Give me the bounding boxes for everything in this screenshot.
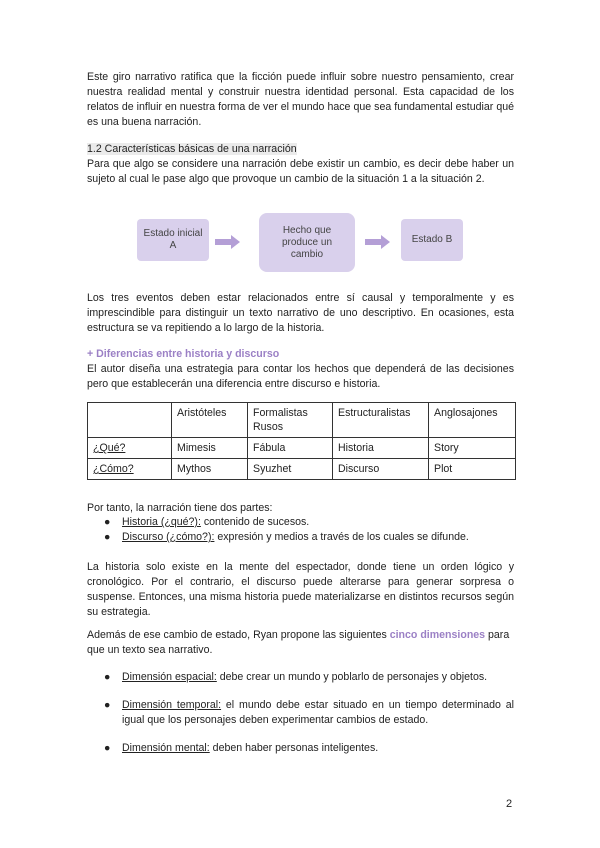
list-item bbox=[104, 670, 514, 685]
dimensions-list bbox=[104, 670, 514, 756]
table-row bbox=[88, 459, 516, 480]
ryan-paragraph bbox=[87, 628, 514, 658]
list-item-term: Dimensión espacial: bbox=[122, 671, 217, 683]
table-cell: Mimesis bbox=[172, 438, 248, 459]
list-item-desc: debe crear un mundo y poblarlo de personajes y objetos. bbox=[216, 671, 488, 683]
two-parts-intro: Por tanto, la narración tiene dos partes: bbox=[87, 502, 273, 514]
table-header-cell: Anglosajones bbox=[429, 403, 516, 438]
list-item bbox=[104, 698, 514, 728]
list-item-desc: expresión y medios a través de los cuales se difunde. bbox=[214, 531, 469, 543]
list-item-term: Discurso (¿cómo?): bbox=[122, 531, 215, 543]
section-heading-text: 1.2 Características básicas de una narración bbox=[87, 143, 297, 155]
table-row bbox=[88, 438, 516, 459]
table-cell: ¿Cómo? bbox=[88, 459, 172, 480]
narrative-terms-table bbox=[87, 402, 516, 480]
diagram-box-initial-state: Estado inicial A bbox=[137, 219, 209, 261]
list-item bbox=[104, 741, 514, 756]
list-item-desc: el mundo debe estar situado en un tiempo determinado al igual que los personajes deben experimentar cambios de estado. bbox=[122, 699, 514, 726]
bullet-icon: ● bbox=[104, 742, 111, 754]
table-header-cell: Estructuralistas bbox=[333, 403, 429, 438]
list-item bbox=[104, 515, 514, 530]
table-cell: Plot bbox=[429, 459, 516, 480]
table-cell: Discurso bbox=[333, 459, 429, 480]
table-header-row bbox=[88, 403, 516, 438]
table-header-cell: Formalistas Rusos bbox=[248, 403, 333, 438]
diagram-box-change-event: Hecho que produce un cambio bbox=[259, 213, 355, 272]
table-cell: Story bbox=[429, 438, 516, 459]
table-cell: ¿Qué? bbox=[88, 438, 172, 459]
relation-paragraph: Los tres eventos deben estar relacionados entre sí causal y temporalmente y es imprescindible para distinguir un texto narrativo de uno descriptivo. En ocasiones, esta estructura se va repitiendo a lo largo de la historia. bbox=[87, 292, 514, 334]
table-cell: Fábula bbox=[248, 438, 333, 459]
intro-paragraph: Este giro narrativo ratifica que la ficción puede influir sobre nuestro pensamiento, crear nuestra realidad mental y construir nuestra identidad personal. Esta capacidad de los relatos de influir en nuestra forma de ver el mundo hace que sea fundamental estudiar qué es una buena narración. bbox=[87, 71, 514, 128]
diagram-box-final-state: Estado B bbox=[401, 219, 463, 261]
differences-paragraph: El autor diseña una estrategia para contar los hechos que dependerá de las decisiones pero que establecerán una diferencia entre discurso e historia. bbox=[87, 363, 514, 390]
list-item bbox=[104, 530, 514, 545]
section-paragraph: Para que algo se considere una narración debe existir un cambio, es decir debe haber un sujeto al cual le pase algo que provoque un cambio de la situación 1 a la situación 2. bbox=[87, 158, 514, 185]
table-cell: Historia bbox=[333, 438, 429, 459]
differences-heading: + Diferencias entre historia y discurso bbox=[87, 348, 280, 360]
list-item-term: Dimensión mental: bbox=[122, 742, 210, 754]
list-item-term: Dimensión temporal: bbox=[122, 699, 222, 711]
table-header-cell: Aristóteles bbox=[172, 403, 248, 438]
ryan-highlight: cinco dimensiones bbox=[389, 629, 486, 641]
bullet-icon: ● bbox=[104, 531, 111, 543]
history-paragraph: La historia solo existe en la mente del espectador, donde tiene un orden lógico y cronológico. Por el contrario, el discurso puede alterarse para generar sorpresa o suspense. Entonces, una misma historia puede materializarse en distintos recursos según su estrategia. bbox=[87, 561, 514, 618]
list-item-desc: contenido de sucesos. bbox=[200, 516, 310, 528]
table-cell: Mythos bbox=[172, 459, 248, 480]
table-header-cell bbox=[88, 403, 172, 438]
list-item-term: Historia (¿qué?): bbox=[122, 516, 201, 528]
ryan-text-after: para que un texto sea narrativo. bbox=[87, 629, 510, 656]
section-heading bbox=[87, 142, 297, 157]
bullet-icon: ● bbox=[104, 699, 111, 711]
page-number: 2 bbox=[506, 798, 513, 810]
bullet-icon: ● bbox=[104, 516, 111, 528]
bullet-icon: ● bbox=[104, 671, 111, 683]
ryan-text-before: Además de ese cambio de estado, Ryan propone las siguientes bbox=[87, 629, 390, 641]
list-item-desc: deben haber personas inteligentes. bbox=[209, 742, 379, 754]
table-cell: Syuzhet bbox=[248, 459, 333, 480]
two-parts-list bbox=[104, 515, 514, 545]
